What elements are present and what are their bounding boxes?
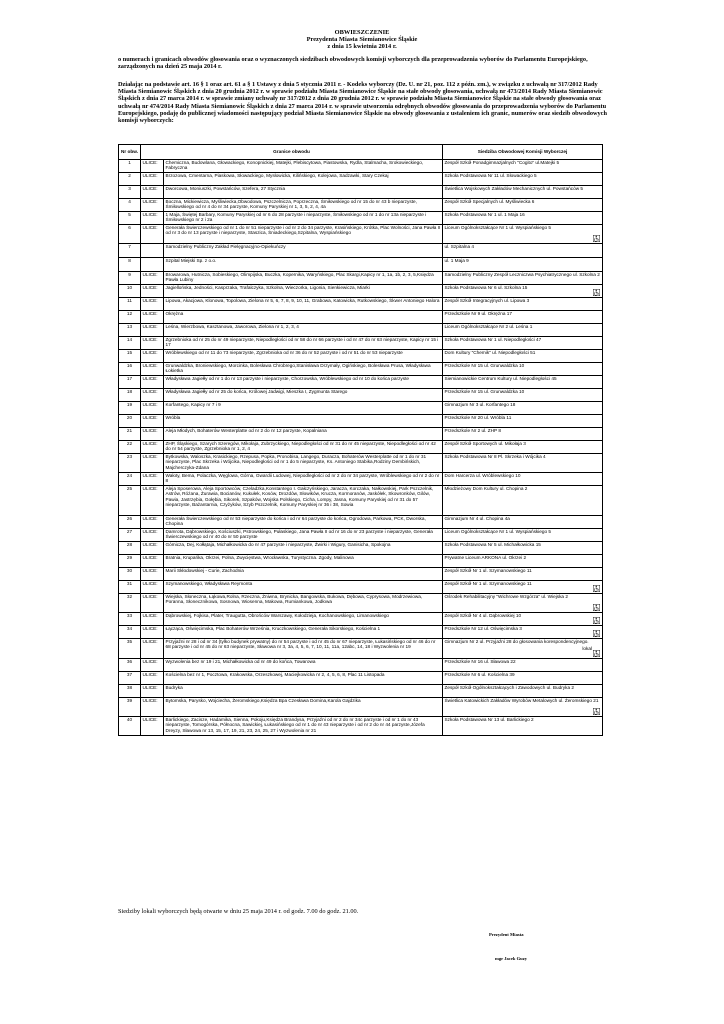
district-streets: 1 Maja, Świętej Barbary, Komuny Paryskiej od nr 6 do 28 parzyste i nieparzyste, Śmiłowskiego od nr 1 do nr 13a nieparzyste i Śmiłowskiego nr 2 i 2a bbox=[164, 212, 443, 225]
table-row bbox=[119, 298, 603, 311]
table-row bbox=[119, 555, 603, 568]
district-streets: Kościelna bez nr 1, Pocztowa, Krakowska, Orzeszkowej, Maciejkowicka nr 2, 4, 5, 6, 8, Plac 11 Listopada bbox=[164, 672, 443, 685]
district-number: 8 bbox=[119, 258, 141, 272]
table-row bbox=[119, 516, 603, 529]
district-number: 11 bbox=[119, 298, 141, 311]
streets-prefix: ULICE: bbox=[141, 272, 164, 285]
streets-prefix: ULICE: bbox=[141, 160, 164, 173]
commission-seat bbox=[443, 160, 603, 173]
district-number: 22 bbox=[119, 441, 141, 454]
table-row bbox=[119, 363, 603, 376]
commission-seat bbox=[443, 626, 603, 639]
streets-prefix: ULICE: bbox=[141, 186, 164, 199]
streets-prefix: ULICE: bbox=[141, 324, 164, 337]
commission-seat bbox=[443, 324, 603, 337]
district-number: 5 bbox=[119, 212, 141, 225]
district-streets: Wiejska, Słoneczna, Łąkowa,Rolna, Rzeczna, Żniwna, Brynicka, Bangowska, Bukowa, Dębowa, Cyprysowa, Modrzewiowa, Poranna, Słonecznikowa, Sosnowa, Wiosenna, Makowa, Rumiankowa, Jodłowa bbox=[164, 594, 443, 613]
district-number: 28 bbox=[119, 542, 141, 555]
district-streets: Generała Świerczewskiego od nr 1 do nr 51 nieparzyste i od nr 2 do 34 parzyste, Krasińskiego, Krótka, Plac Wolności, Jana Pawła II od nr 3 do nr 13 parzyste i nieparzyste, Staszica, Śniadeckiego,Szpitalna, Wyspiańskiego bbox=[164, 225, 443, 244]
table-row bbox=[119, 186, 603, 199]
streets-prefix: ULICE: bbox=[141, 672, 164, 685]
voting-districts-table bbox=[118, 144, 603, 736]
district-streets: Wałoty, Bema, Polaczka, Węglowa, Górna, Gwardii Ludowej, Niepodległości od nr 2 do nr 34 parzyste, Wróblewskiego od nr 2 do nr 8 bbox=[164, 473, 443, 486]
commission-seat bbox=[443, 568, 603, 581]
commission-seat bbox=[443, 285, 603, 298]
commission-seat-address: Zespół Szkół Integracyjnych ul. Lipowa 3 bbox=[444, 298, 530, 303]
streets-prefix bbox=[141, 244, 164, 258]
document-subject: o numerach i granicach obwodów głosowania oraz o wyznaczonych siedzibach obwodowych komisji wyborczych dla przeprowadzenia wyborów do Parlamentu Europejskiego, zarządzonych na dzień 25 maja 2014 r. bbox=[118, 56, 588, 71]
commission-seat bbox=[443, 337, 603, 350]
commission-seat-address: Szkoła Podstawowa Nr 11 ul. Słowackiego 5 bbox=[444, 173, 537, 178]
commission-seat bbox=[443, 415, 603, 428]
streets-prefix: ULICE: bbox=[141, 285, 164, 298]
table-row bbox=[119, 581, 603, 594]
table-row bbox=[119, 486, 603, 516]
commission-seat-address: Samodzielny Publiczny Zespół Leczniczwa Psychiatrycznego ul. Szkolna 2 bbox=[444, 272, 600, 277]
commission-seat-address: Zespół Szkół Nr 4 ul. Dąbrowskiej 10 bbox=[444, 613, 522, 618]
streets-prefix: ULICE: bbox=[141, 685, 164, 698]
streets-prefix: ULICE: bbox=[141, 555, 164, 568]
district-streets: Leśna, Wierzbowa, Kasztanowa, Jaworowa, Zielona nr 1, 2, 3, 4 bbox=[164, 324, 443, 337]
district-streets: Wróbla bbox=[164, 415, 443, 428]
commission-seat-address: Liceum Ogólnokształcące Nr 1 ul. Wyspiańskiego 5 bbox=[444, 225, 552, 230]
streets-prefix: ULICE: bbox=[141, 613, 164, 626]
commission-seat-address: Świetlica Katowickich Zakładów Wyrobów Metalowych ul. Żeromskiego 21 bbox=[444, 698, 599, 703]
commission-seat bbox=[443, 672, 603, 685]
table-row bbox=[119, 568, 603, 581]
commission-seat-address: Zespół Szkół Ponadgimnazjalnych "Cogito" ul.Matejki 5 bbox=[444, 160, 560, 165]
streets-prefix: ULICE: bbox=[141, 581, 164, 594]
district-number: 9 bbox=[119, 272, 141, 285]
district-number: 10 bbox=[119, 285, 141, 298]
commission-seat-address: Przedszkole Nr 2 ul. ZHP 8 bbox=[444, 428, 501, 433]
table-row bbox=[119, 415, 603, 428]
district-number: 25 bbox=[119, 486, 141, 516]
district-streets: Łącząca, Oświęcimska, Plac Bohaterów Września, Kruczkowskiego, Generała Sikorskiego, Kościelna 1 bbox=[164, 626, 443, 639]
table-row bbox=[119, 258, 603, 272]
streets-prefix: ULICE: bbox=[141, 659, 164, 672]
district-number: 29 bbox=[119, 555, 141, 568]
table-row bbox=[119, 685, 603, 698]
table-row bbox=[119, 199, 603, 212]
commission-seat bbox=[443, 258, 603, 272]
commission-seat-address: Młodzieżowy Dom Kultury ul. Chopina 2 bbox=[444, 486, 528, 491]
table-row bbox=[119, 672, 603, 685]
table-row bbox=[119, 542, 603, 555]
district-streets: Samodzielny Publiczny Zakład Pielęgnacyjno-Opiekuńczy bbox=[164, 244, 443, 258]
district-number: 18 bbox=[119, 389, 141, 402]
commission-seat-address: Dom Harcerza ul. Wróblewskiego 10 bbox=[444, 473, 521, 478]
district-streets: Grunwaldzka, Broniewskiego, Morcinka, Bolesława Chrobrego,Stanisława Drzymały, Ogińskiego, Bolesława Prusa, Władysława Łokietka bbox=[164, 363, 443, 376]
commission-seat bbox=[443, 225, 603, 244]
commission-seat-address: Zespół Szkół Sportowych ul. Mikołaja 3 bbox=[444, 441, 526, 446]
district-streets: Szymanowskiego, Władysława Reymonta bbox=[164, 581, 443, 594]
streets-prefix: ULICE: bbox=[141, 473, 164, 486]
commission-seat bbox=[443, 659, 603, 672]
commission-seat bbox=[443, 244, 603, 258]
commission-seat-address: Przedszkole Nr 20 ul. Wróbla 11 bbox=[444, 415, 512, 420]
streets-prefix: ULICE: bbox=[141, 173, 164, 186]
commission-seat bbox=[443, 542, 603, 555]
district-number: 20 bbox=[119, 415, 141, 428]
commission-seat bbox=[443, 613, 603, 626]
table-row bbox=[119, 389, 603, 402]
district-number: 39 bbox=[119, 698, 141, 717]
streets-prefix: ULICE: bbox=[141, 337, 164, 350]
table-row bbox=[119, 594, 603, 613]
document-date: z dnia 15 kwietnia 2014 r. bbox=[327, 43, 397, 50]
district-number: 3 bbox=[119, 186, 141, 199]
district-streets: Generała Świerczewskiego od nr 53 nieparzyste do końca i od nr 64 parzyste do końca, Ogrodowa, Parkowa, PCK, Dworska, Chopina bbox=[164, 516, 443, 529]
commission-seat-address: Przedszkole Nr 16 ul. Sławowa 22 bbox=[444, 659, 516, 664]
document-title: OBWIESZCZENIE bbox=[334, 29, 390, 36]
district-streets: Wyzwolenia bez nr 19 i 21, Michałkowicka od nr 49 do końca, Towarowa bbox=[164, 659, 443, 672]
commission-seat bbox=[443, 389, 603, 402]
wheelchair-accessibility-icon bbox=[593, 708, 600, 715]
district-number: 27 bbox=[119, 529, 141, 542]
commission-seat-address: Siemianowickie Centrum Kultury ul. Niepodległości 45 bbox=[444, 376, 557, 381]
signature-name: mgr Jacek Guzy bbox=[495, 956, 528, 961]
district-streets: Lipowa, Akacjowa, Klonowa, Topolowa, Zielona nr 5, 6, 7, 8, 9, 10, 11, Grabowa, Katowicka, Rutkowskiego, Śkwer Antoniego Halora bbox=[164, 298, 443, 311]
streets-prefix: ULICE: bbox=[141, 639, 164, 659]
district-number: 33 bbox=[119, 613, 141, 626]
commission-seat-address: ul. Szpitalna 4 bbox=[444, 244, 474, 249]
commission-seat bbox=[443, 454, 603, 473]
district-number: 17 bbox=[119, 376, 141, 389]
district-streets: Aleja Sposerowa, Aleja Sportowców, Czeladzka,Konstantego I. Gałczyńskiego, Jaracza, Korczaka, Nałkowskiej, Park Pszczelnik, Astrów, Różana, Żurawia, Bocianów, Kukułek, Kosów, Drozdów, Słowików, Krucza, Kormoranów, Jaskółek, Skowronków, Gilów, Pawia, Jastrzębia, Gołębia, Sikorek, Szpaków, Wojska Polskiego, Cicha, Lompy, Jasna, Komuny Paryskiej od nr 31 do 57 nieparzyste, Bażantarnia, Czyżyków, Szyb Pszczelnik, Komuny Paryskiej nr 36 i 38, Sowia bbox=[164, 486, 443, 516]
commission-seat bbox=[443, 212, 603, 225]
streets-prefix: ULICE: bbox=[141, 454, 164, 473]
commission-seat-address: Szkoła Podstawowa Nr 1 ul. Niepodległości 47 bbox=[444, 337, 542, 342]
district-streets: Chemiczna, Budowlana, Głowackiego, Konopnickiej, Matejki, Plebiscytowa, Piastowska, Rydla, Stalmacha, Srokowieckiego, Fabryczna bbox=[164, 160, 443, 173]
district-streets: Bratnia, Krupańka, Okrzei, Polna, Zwycięstwa, Wrocławska, Turystyczna. Zgody, Malinowa bbox=[164, 555, 443, 568]
district-streets: ZHP, Śląskiego, Szarych Szeregów, Mikołaja, Zubrzyckiego, Niepodległości od nr 31 do nr 45 nieparzyste, Niepodległości od nr 42 do nr 54 parzyste, Zgrzebnioka nr 1, 2, 4 bbox=[164, 441, 443, 454]
commission-seat-address: Szkoła Podstawowa Nr 8 Pl. Skrzeka i Wójcika 4 bbox=[444, 454, 546, 459]
streets-prefix bbox=[141, 258, 164, 272]
streets-prefix: ULICE: bbox=[141, 376, 164, 389]
commission-seat-address: Zespół Szkół Nr 1 ul. Szymanowskiego 11 bbox=[444, 581, 532, 586]
table-row bbox=[119, 659, 603, 672]
commission-seat-address: Przedszkole Nr 15 ul. Grunwaldzka 10 bbox=[444, 389, 525, 394]
district-streets: Brzozowa, Cmentarna, Piaskowa, Słowackiego, Mysłowicka, Kilińskiego, Kolejowa, Sadzawki, Stary Czekaj bbox=[164, 173, 443, 186]
commission-seat-address: Przedszkole Nr 9 ul. Okrężna 17 bbox=[444, 311, 512, 316]
streets-prefix: ULICE: bbox=[141, 717, 164, 736]
district-streets: Budryka bbox=[164, 685, 443, 698]
table-row bbox=[119, 244, 603, 258]
commission-seat-address: ul. 1 Maja 9 bbox=[444, 258, 469, 263]
commission-seat-address: Prywatne Liceum ARKONA ul. Okrzei 2 bbox=[444, 555, 527, 560]
district-streets: Wróblewskiego od nr 11 do 73 nieparzyste, Zgrzebnioka od nr 36 do nr 52 parzyste i od nr 51 do nr 53 nieparzyste bbox=[164, 350, 443, 363]
commission-seat bbox=[443, 173, 603, 186]
wheelchair-accessibility-icon bbox=[593, 604, 600, 611]
district-streets: Barlickiego, Zacisze, Hadamika, Sienna, Pokoju,Księdza Brandysa, Przyjaźni od nr 2 do nr 34c parzyste i od nr 1 do nr 43 nieparzyste, Tomogórska, Północna, Sawickiej, Łukasińskiego od nr 1 do nr 43 nieparzyste i od nr 2 do nr 44 parzyste,Józefa Dreyzy, Sławowa nr 13, 15, 17, 19, 21, 23, 24, 25, 27 i Wyzwolenia nr 21 bbox=[164, 717, 443, 736]
commission-seat bbox=[443, 486, 603, 516]
table-row bbox=[119, 428, 603, 441]
commission-seat-address: Liceum Ogólnokształcące Nr 1 ul. Wyspiańskiego 5 bbox=[444, 529, 552, 534]
table-row bbox=[119, 626, 603, 639]
table-header-row bbox=[119, 145, 603, 160]
signature-title: Prezydent Miasta bbox=[489, 932, 524, 937]
streets-prefix: ULICE: bbox=[141, 402, 164, 415]
wheelchair-accessibility-icon bbox=[593, 585, 600, 592]
streets-prefix: ULICE: bbox=[141, 594, 164, 613]
streets-prefix: ULICE: bbox=[141, 428, 164, 441]
district-streets: Władysława Jagiełły od nr 25 do końca, Królowej Jadwigi, Mieszka I, Zygmunta Starego bbox=[164, 389, 443, 402]
streets-prefix: ULICE: bbox=[141, 698, 164, 717]
streets-prefix: ULICE: bbox=[141, 529, 164, 542]
legal-basis-paragraph: Działając na podstawie art. 16 § 1 oraz art. 61 a § 1 Ustawy z dnia 5 stycznia 2011 r. - Kodeks wyborczy (Dz. U. nr 21, poz. 112 z późn. zm.), w związku z uchwałą nr 317/2012 Rady Miasta Siemianowic Śląskich z dnia 20 grudnia 2012 r. w sprawie podziału Miasta Siemianowice Śląskie na stałe obwody głosowania, uchwałą nr 473/2014 Rady Miasta Siemianowic Śląskich z dnia 27 marca 2014 r. w sprawie zmiany uchwały nr 317/2012 z dnia 20 grudnia 2012 r. w sprawie podziału Miasta Siemianowice Śląskie na stałe obwody głosowania oraz uchwałą nr 474/2014 Rady Miasta Siemianowic Śląskich z dnia 27 marca 2014 r. w sprawie utworzenia odrębnych obwodów głosowania do przeprowadzenia wyborów do Parlamentu Europejskiego, podaję do publicznej wiadomości następujący podział Miasta Siemianowice Śląskie na obwody głosowania z ustaleniem ich granic, numerów oraz siedzib obwodowych komisji wyborczych: bbox=[118, 81, 607, 125]
district-number: 15 bbox=[119, 350, 141, 363]
commission-seat bbox=[443, 363, 603, 376]
commission-seat-address: Zespół Szkół Nr 1 ul. Szymanowskiego 11 bbox=[444, 568, 532, 573]
commission-seat-address: Zespół Szkół Ogólnokształcących i Zawodowych ul. Budryka 2 bbox=[444, 685, 575, 690]
table-row bbox=[119, 212, 603, 225]
district-streets: Dworcowa, Moniuszki, Powstańców, Szefera, 27 Stycznia bbox=[164, 186, 443, 199]
streets-prefix: ULICE: bbox=[141, 542, 164, 555]
commission-seat-address: Ośrodek Rehabilitacyjny "Wichrowe Wzgórza" ul. Wiejska 2 bbox=[444, 594, 568, 599]
district-streets: Okrężna bbox=[164, 311, 443, 324]
streets-prefix: ULICE: bbox=[141, 350, 164, 363]
district-number: 24 bbox=[119, 473, 141, 486]
district-number: 14 bbox=[119, 337, 141, 350]
district-number: 21 bbox=[119, 428, 141, 441]
table-row bbox=[119, 698, 603, 717]
streets-prefix: ULICE: bbox=[141, 486, 164, 516]
district-number: 31 bbox=[119, 581, 141, 594]
commission-seat bbox=[443, 428, 603, 441]
wheelchair-accessibility-icon bbox=[593, 617, 600, 624]
district-number: 37 bbox=[119, 672, 141, 685]
table-row bbox=[119, 350, 603, 363]
table-row bbox=[119, 529, 603, 542]
district-number: 4 bbox=[119, 199, 141, 212]
commission-seat-address: Świetlica Wojskowych Zakładów Mechanicznych ul. Powstańców 5 bbox=[444, 186, 584, 191]
wheelchair-accessibility-icon bbox=[593, 289, 600, 296]
district-number: 26 bbox=[119, 516, 141, 529]
commission-seat-address: Przedszkole Nr 12 ul. Oświęcimska 3 bbox=[444, 626, 522, 631]
commission-seat-address: Szkoła Podstawowa Nr 5 ul. Michałkowicka 15 bbox=[444, 542, 541, 547]
commission-seat-address: Szkoła Podstawowa Nr 13 ul. Barlickiego 2 bbox=[444, 717, 534, 722]
streets-prefix: ULICE: bbox=[141, 441, 164, 454]
streets-prefix: ULICE: bbox=[141, 311, 164, 324]
district-number: 32 bbox=[119, 594, 141, 613]
district-streets: Bytomska, Parysko, Wojciecha, Żeromskiego,Księdza Bpa Czesława Domina,Karola Gajdzika bbox=[164, 698, 443, 717]
district-streets: Jagiellońska, Jedności, Kasprzaka, Trafalczyka, Szkolna, Wieczorka, Ligonia, Sienkiewicza, Miarki bbox=[164, 285, 443, 298]
document-issuer: Prezydenta Miasta Siemianowice Śląskie bbox=[306, 36, 418, 43]
streets-prefix: ULICE: bbox=[141, 626, 164, 639]
district-number: 19 bbox=[119, 402, 141, 415]
commission-seat bbox=[443, 581, 603, 594]
table-row bbox=[119, 324, 603, 337]
commission-seat bbox=[443, 594, 603, 613]
commission-seat-address: Szkoła Podstawowa Nr 6 ul. Szkolna 15 bbox=[444, 285, 528, 290]
commission-seat-address: Liceum Ogólnokształcące Nr 2 ul. Leśna 1 bbox=[444, 324, 533, 329]
commission-seat-address: Szkoła Podstawowa Nr 1 ul. 1 Maja 16 bbox=[444, 212, 525, 217]
commission-seat bbox=[443, 529, 603, 542]
table-row bbox=[119, 402, 603, 415]
streets-prefix: ULICE: bbox=[141, 415, 164, 428]
commission-seat-address: Gimnazjum Nr 2 ul. Przyjaźni 28 do głosowania korespondencyjnego. bbox=[444, 639, 589, 644]
commission-seat bbox=[443, 685, 603, 698]
commission-seat bbox=[443, 350, 603, 363]
table-row bbox=[119, 717, 603, 736]
district-number: 16 bbox=[119, 363, 141, 376]
commission-seat bbox=[443, 186, 603, 199]
district-streets: Przyjaźni nr 28 i od nr 34 (tylko budynek prywatny) do nr 54 parzyste i od nr 45 do nr 67 nieparzyste, Łukasińskiego od nr 46 do nr 68 parzyste i od nr 45 do nr 63 nieparzyste, Sławowa nr 3, 3a, 4, 5, 6, 7, 10, 11, 11a, 12abc, 14, 18 i Wyzwolenia nr 19 bbox=[164, 639, 443, 659]
commission-seat bbox=[443, 199, 603, 212]
table-row bbox=[119, 441, 603, 454]
table-row bbox=[119, 285, 603, 298]
district-number: 35 bbox=[119, 639, 141, 659]
wheelchair-accessibility-icon bbox=[593, 630, 600, 637]
wheelchair-accessibility-icon bbox=[593, 235, 600, 242]
table-row bbox=[119, 337, 603, 350]
header-commission-seat: Siedziba Obwodowej Komisji Wyborczej bbox=[443, 145, 603, 160]
district-number: 30 bbox=[119, 568, 141, 581]
district-number: 40 bbox=[119, 717, 141, 736]
streets-prefix: ULICE: bbox=[141, 363, 164, 376]
district-streets: Korfantego, Kapicy nr 7 i 9 bbox=[164, 402, 443, 415]
district-streets: Dąbrowskiej, Fojkisa, Plater, Traugutta, Obrońców Warszawy, Kołodzieja, Kochanowskiego, Limanowskiego bbox=[164, 613, 443, 626]
commission-seat-address: Przedszkole Nr 6 ul. Kościelna 39 bbox=[444, 672, 515, 677]
commission-seat-address: Zespół Szkół Specjalnych ul. Myśliwiecka 6 bbox=[444, 199, 535, 204]
commission-seat bbox=[443, 298, 603, 311]
commission-seat-address: Przedszkole Nr 15 ul. Grunwaldzka 10 bbox=[444, 363, 525, 368]
district-streets: Władysława Jagiełły od nr 1 do nr 13 parzyste i nieparzyste, Chorzowska, Wróblewskiego od nr 10 do końca parzyste bbox=[164, 376, 443, 389]
commission-seat-address: Gimnazjum Nr 3 ul. Korfantego 18 bbox=[444, 402, 516, 407]
table-row bbox=[119, 311, 603, 324]
header-district-boundary: Granice obwodu bbox=[141, 145, 443, 160]
table-row bbox=[119, 160, 603, 173]
district-streets: Marii Skłodowskiej - Curie, Zachodnia bbox=[164, 568, 443, 581]
district-number: 36 bbox=[119, 659, 141, 672]
table-row bbox=[119, 613, 603, 626]
district-streets: Aleja Młodych, Bohaterów Westerplatte od nr 2 do nr 12 parzyste, Kopalniana bbox=[164, 428, 443, 441]
streets-prefix: ULICE: bbox=[141, 225, 164, 244]
district-number: 13 bbox=[119, 324, 141, 337]
commission-seat bbox=[443, 402, 603, 415]
district-streets: Gómicza, Dej, Kołłątaja, Michałkowicka do nr 47 parzyste i nieparzyste, Żwirki i Wigury, Ganisicha, Spokojna bbox=[164, 542, 443, 555]
district-streets: Szpital Miejski Sp. z o.o. bbox=[164, 258, 443, 272]
district-streets: Damrota, Dąbrowskiego, Kościuszki, Pstrowskiego, Pułaskiego, Jana Pawła II od nr 16 do nr 23 parzyste i nieparzyste, Generała Świerczewskiego od nr 40 do nr 50 parzyste bbox=[164, 529, 443, 542]
streets-prefix: ULICE: bbox=[141, 568, 164, 581]
table-row bbox=[119, 376, 603, 389]
commission-seat bbox=[443, 272, 603, 285]
district-number: 1 bbox=[119, 160, 141, 173]
commission-seat bbox=[443, 639, 603, 659]
table-row bbox=[119, 639, 603, 659]
district-streets: Zgrzebnioka od nr 25 do nr 49 nieparzyste, Niepodległości od nr 58 do nr 66 parzyste i od nr 47 do nr 63 nieparzyste, Kapicy nr 15 i 17 bbox=[164, 337, 443, 350]
streets-prefix: ULICE: bbox=[141, 389, 164, 402]
commission-seat-address: Dom Kultury "Chemik" ul. Niepodległości 51 bbox=[444, 350, 536, 355]
table-row bbox=[119, 454, 603, 473]
district-streets: Browarowa, Hutnicza, Sobieskiego, Olimpijska, Buczka, Kopernika, Waryńskiego, Plac Skargi,Kapicy nr 1, 1a, 1b, 2, 3, 5,Księdza Pawła Lubiny bbox=[164, 272, 443, 285]
commission-seat bbox=[443, 555, 603, 568]
commission-seat bbox=[443, 516, 603, 529]
opening-hours-notice: Siedziby lokali wyborczych będą otwarte w dniu 25 maja 2014 r. od godz. 7.00 do godz. 21.00. bbox=[118, 908, 359, 915]
commission-seat bbox=[443, 311, 603, 324]
header-district-number: Nr obw. bbox=[119, 145, 141, 160]
district-number: 38 bbox=[119, 685, 141, 698]
commission-seat bbox=[443, 376, 603, 389]
commission-seat-address: Gimnazjum Nr 4 ul. Chopina 4a bbox=[444, 516, 510, 521]
commission-seat bbox=[443, 441, 603, 454]
district-number: 34 bbox=[119, 626, 141, 639]
seat-note: lokal bbox=[582, 646, 593, 651]
commission-seat bbox=[443, 717, 603, 736]
table-row bbox=[119, 272, 603, 285]
district-number: 23 bbox=[119, 454, 141, 473]
streets-prefix: ULICE: bbox=[141, 516, 164, 529]
table-row bbox=[119, 225, 603, 244]
district-number: 7 bbox=[119, 244, 141, 258]
wheelchair-accessibility-icon bbox=[593, 650, 600, 657]
streets-prefix: ULICE: bbox=[141, 212, 164, 225]
commission-seat bbox=[443, 473, 603, 486]
table-row bbox=[119, 173, 603, 186]
district-streets: Bytkowska, Waloszka, Krasickiego, Rzepusa, Popka, Pronobisa, Langego, Duracza, Bohaterów Westerplatte od nr 1 do nr 31 nieparzyste, Plac Skrzeka i Wójcika, Niepodległości od nr 1 do 5 nieparzyste, Ks. Antoniego Stabika,Rodziny Dembińskich, Majcherczyka-Zdana bbox=[164, 454, 443, 473]
district-number: 12 bbox=[119, 311, 141, 324]
district-number: 2 bbox=[119, 173, 141, 186]
district-number: 6 bbox=[119, 225, 141, 244]
commission-seat bbox=[443, 698, 603, 717]
table-row bbox=[119, 473, 603, 486]
streets-prefix: ULICE: bbox=[141, 298, 164, 311]
streets-prefix: ULICE: bbox=[141, 199, 164, 212]
district-streets: Boczna, Mickiewicza, Myśliwiecka,Obwodowa, Pszczelnicza, Poprzeczna, Śmiłowskiego od nr 15 do nr 43 b nieparzyste, Śmiłowskiego od nr 4 do nr 34 parzyste, Komuny Paryskiej nr 1, 3, 5, 2, 4, 4a bbox=[164, 199, 443, 212]
